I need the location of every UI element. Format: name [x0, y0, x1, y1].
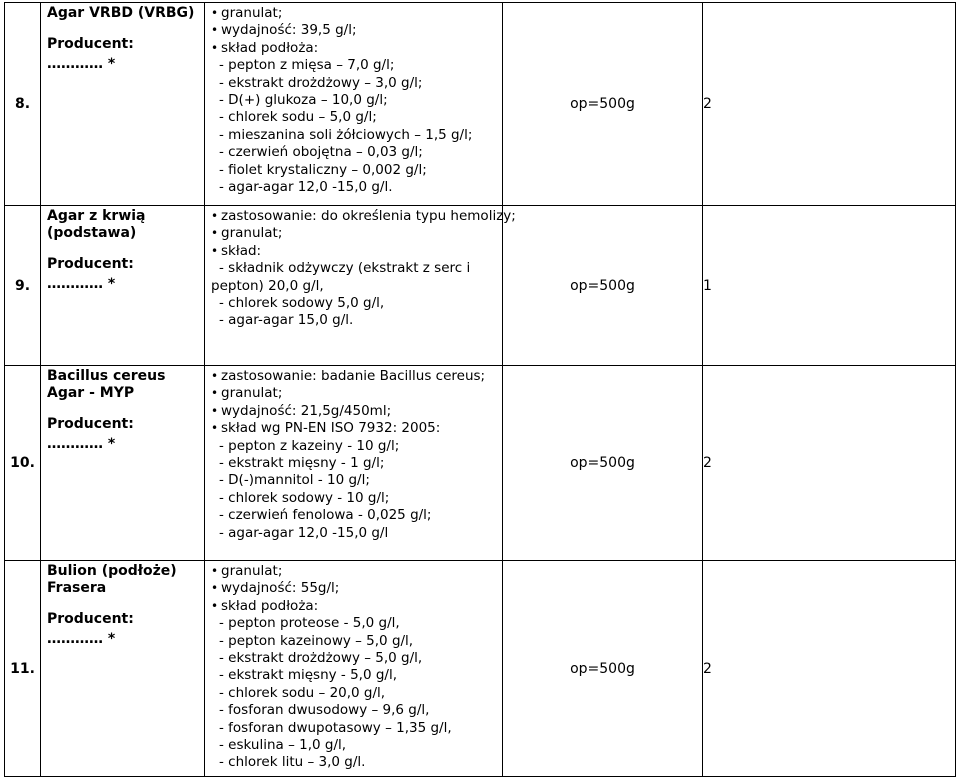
spec-line: - ekstrakt mięsny - 1 g/l; — [219, 455, 385, 472]
producer-label: Producent: — [47, 36, 134, 52]
spec-bullet-item: • skład: — [211, 243, 496, 260]
spec-line: - chlorek sodu – 20,0 g/l, — [219, 684, 386, 701]
spec-bullet-item: • granulat; — [211, 225, 496, 242]
producer-value: ………… * — [47, 276, 116, 292]
producer-value: ………… * — [47, 631, 116, 647]
product-name-cell — [41, 3, 205, 206]
spec-line: - fosforan dwusodowy – 9,6 g/l, — [219, 702, 430, 719]
spec-line: - D(+) glukoza – 10,0 g/l; — [219, 92, 388, 109]
product-name-cell — [41, 206, 205, 366]
spec-line: - ekstrakt drożdżowy – 5,0 g/l, — [219, 650, 423, 667]
spec-bullet-item: • zastosowanie: do określenia typu hemolizy; — [211, 208, 496, 225]
spec-line: - agar-agar 15,0 g/l. — [219, 312, 354, 329]
row-number: 8. — [5, 3, 41, 206]
spec-line: - fosforan dwupotasowy – 1,35 g/l, — [219, 719, 452, 736]
spec-line: - ekstrakt drożdżowy – 3,0 g/l; — [219, 74, 423, 91]
product-name-cell — [41, 561, 205, 777]
spec-line: - ekstrakt mięsny - 5,0 g/l, — [219, 667, 397, 684]
spec-bullet-item: • granulat; — [211, 5, 496, 22]
spec-line: - D(-)mannitol - 10 g/l; — [219, 472, 370, 489]
product-name-cell — [41, 366, 205, 561]
producer-label: Producent: — [47, 416, 134, 432]
quantity: 2 — [703, 3, 956, 206]
spec-line: - pepton z kazeiny - 10 g/l; — [219, 437, 400, 454]
spec-line: - czerwień fenolowa - 0,025 g/l; — [219, 507, 432, 524]
spec-bullet-item: • skład podłoża: — [211, 598, 496, 615]
spec-line: - eskulina – 1,0 g/l, — [219, 737, 347, 754]
product-name: Bulion (podłoże) Frasera — [47, 563, 177, 596]
spec-line: - agar-agar 12,0 -15,0 g/l — [219, 524, 389, 541]
spec-bullet-item: • wydajność: 55g/l; — [211, 580, 496, 597]
spec-bullet-item: • granulat; — [211, 563, 496, 580]
description-cell — [205, 206, 516, 366]
spec-line: - pepton z mięsa – 7,0 g/l; — [219, 57, 395, 74]
row-number: 9. — [5, 206, 41, 366]
package-size: op=500g — [503, 366, 703, 561]
spec-line: - chlorek sodowy 5,0 g/l, — [219, 295, 385, 312]
spec-line: - pepton proteose - 5,0 g/l, — [219, 615, 400, 632]
row-number: 10. — [5, 366, 41, 561]
spec-line: - chlorek sodowy - 10 g/l; — [219, 489, 390, 506]
spec-line: - chlorek sodu – 5,0 g/l; — [219, 109, 377, 126]
spec-line: pepton) 20,0 g/l, — [211, 277, 324, 294]
table-row — [5, 3, 956, 206]
quantity: 1 — [703, 206, 956, 366]
row-number: 11. — [5, 561, 41, 777]
spec-bullet-item: • granulat; — [211, 385, 496, 402]
spec-line: - agar-agar 12,0 -15,0 g/l. — [219, 179, 393, 196]
package-size: op=500g — [503, 3, 703, 206]
spec-line: - chlorek litu – 3,0 g/l. — [219, 754, 366, 771]
producer-label: Producent: — [47, 256, 134, 272]
spec-line: - mieszanina soli żółciowych – 1,5 g/l; — [219, 126, 473, 143]
producer-value: ………… * — [47, 56, 116, 72]
product-table — [4, 2, 956, 777]
spec-line: - pepton kazeinowy – 5,0 g/l, — [219, 632, 414, 649]
description-cell — [205, 366, 503, 561]
spec-bullet-item: • zastosowanie: badanie Bacillus cereus; — [211, 368, 496, 385]
table-row — [5, 366, 956, 561]
spec-bullet-item: • wydajność: 21,5g/450ml; — [211, 403, 496, 420]
description-cell — [205, 3, 503, 206]
spec-bullet-item: • wydajność: 39,5 g/l; — [211, 22, 496, 39]
spec-bullet-item: • skład podłoża: — [211, 40, 496, 57]
product-name: Agar VRBD (VRBG) — [47, 5, 195, 21]
spec-bullet-item: • skład wg PN-EN ISO 7932: 2005: — [211, 420, 496, 437]
table-row — [5, 206, 956, 366]
producer-value: ………… * — [47, 436, 116, 452]
package-size: op=500g — [503, 561, 703, 777]
spec-line: - składnik odżywczy (ekstrakt z serc i — [219, 260, 471, 277]
spec-line: - fiolet krystaliczny – 0,002 g/l; — [219, 161, 427, 178]
product-name: Bacillus cereus Agar - MYP — [47, 368, 166, 401]
spec-line: - czerwień obojętna – 0,03 g/l; — [219, 144, 423, 161]
quantity: 2 — [703, 366, 956, 561]
producer-label: Producent: — [47, 611, 134, 627]
description-cell — [205, 561, 503, 777]
quantity: 2 — [703, 561, 956, 777]
table-row — [5, 561, 956, 777]
package-size: op=500g — [503, 206, 703, 366]
product-name: Agar z krwią (podstawa) — [47, 208, 146, 241]
